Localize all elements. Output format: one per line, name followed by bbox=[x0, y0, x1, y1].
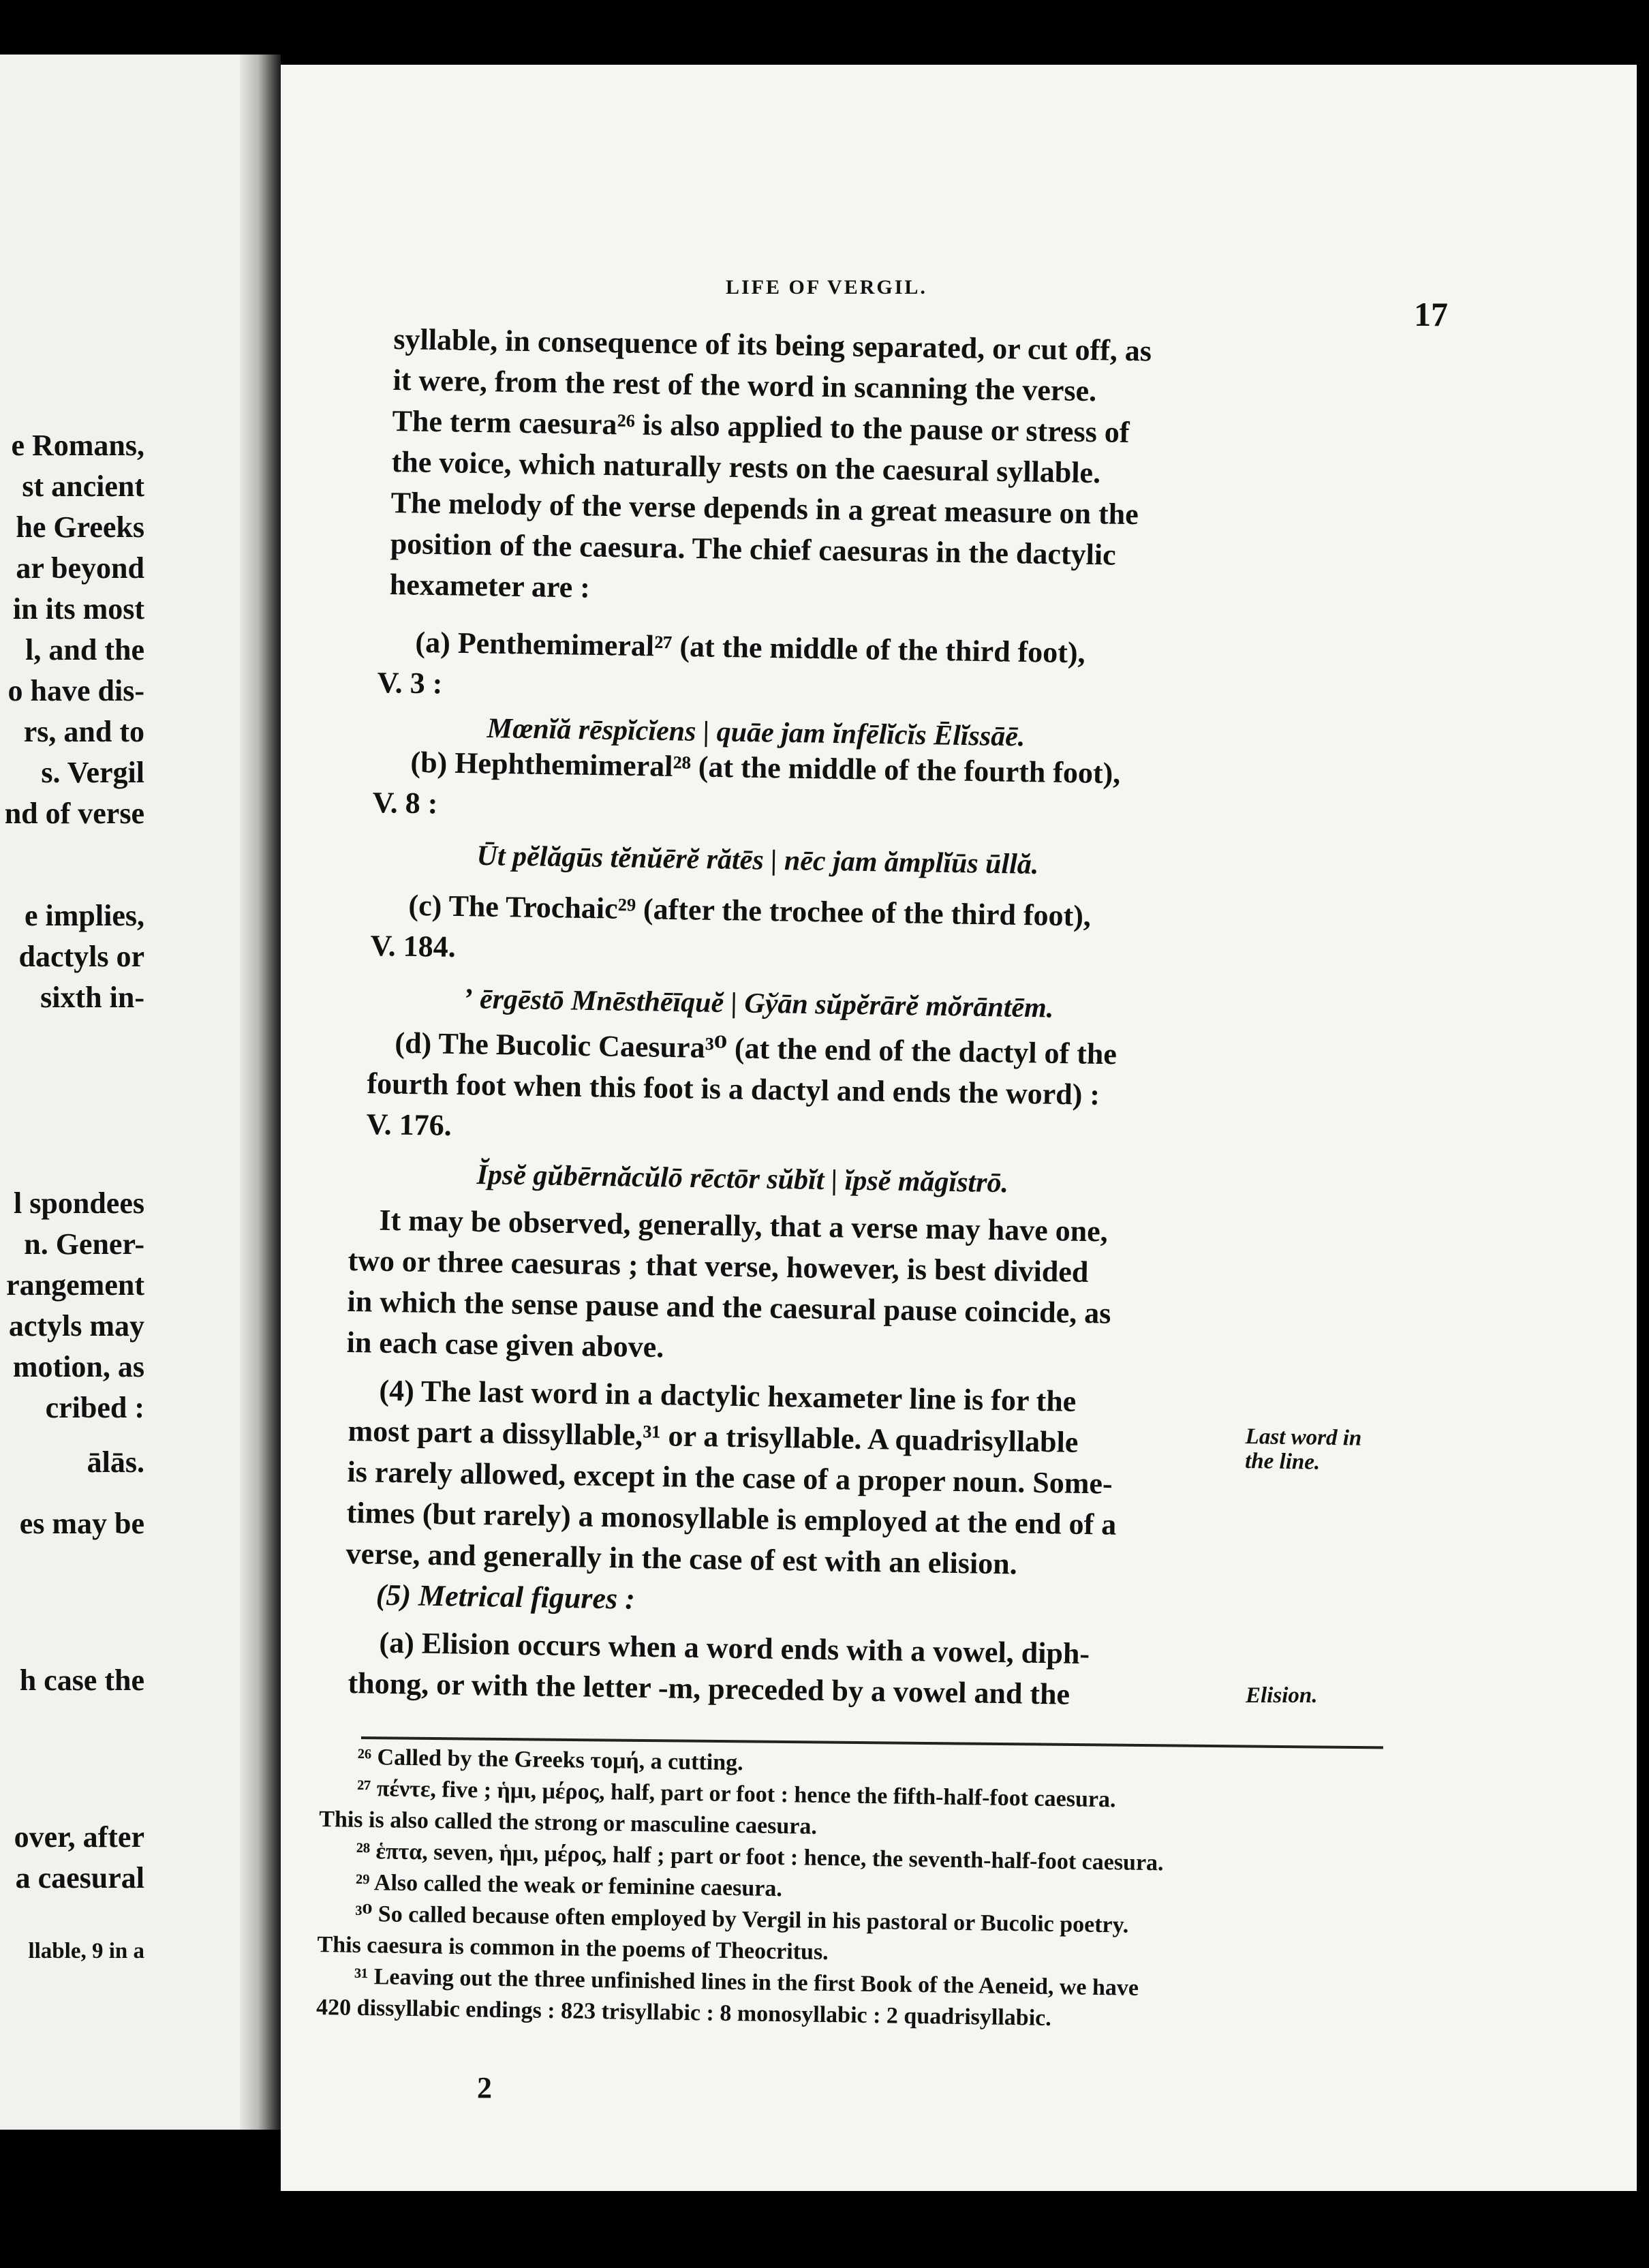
text-line: in which the sense pause and the caesural pause coincide, as bbox=[347, 1284, 1111, 1330]
facing-page-fragment: l, and the bbox=[25, 633, 144, 666]
facing-page bbox=[0, 55, 269, 2130]
facing-page-fragment: dactyls or bbox=[18, 940, 144, 973]
footnote-line: 420 dissyllabic endings : 823 trisyllabic : 8 monosyllabic : 2 quadrisyllabic. bbox=[315, 1994, 1052, 2031]
facing-page-fragment: a caesural bbox=[15, 1861, 144, 1895]
text-line: most part a dissyllable,³¹ or a trisyllable. A quadrisyllable bbox=[348, 1413, 1079, 1459]
text-line: (a) Elision occurs when a word ends with a vowel, diph- bbox=[379, 1625, 1090, 1671]
text-line: hexameter are : bbox=[389, 567, 591, 604]
facing-page-fragment: nd of verse bbox=[4, 797, 144, 830]
item-penthemimeral bbox=[377, 622, 1085, 714]
text-line: (a) Penthemimeral²⁷ (at the middle of the third foot), bbox=[415, 625, 1085, 670]
signature-mark: 2 bbox=[477, 2071, 492, 2104]
facing-page-fragment: llable, 9 in a bbox=[28, 1939, 144, 1963]
text-line: thong, or with the letter -m, preceded by a vowel and the bbox=[348, 1666, 1070, 1711]
facing-page-fragment: ar beyond bbox=[16, 551, 144, 585]
text-line: (5) Metrical figures : bbox=[375, 1578, 636, 1616]
facing-page-fragment: rs, and to bbox=[23, 715, 144, 748]
text-line: V. 176. bbox=[366, 1107, 452, 1142]
text-line: (c) The Trochaic²⁹ (after the trochee of the third foot), bbox=[408, 888, 1092, 933]
footnote-line: ³⁰ So called because often employed by Vergil in his pastoral or Bucolic poetry. bbox=[354, 1901, 1129, 1938]
margin-note-line: the line. bbox=[1244, 1448, 1321, 1475]
facing-page-fragment: sixth in- bbox=[40, 981, 144, 1014]
text-line: The term caesura²⁶ is also applied to the pause or stress of bbox=[392, 403, 1130, 449]
footnote-line: ²⁸ ἑπτα, seven, ἡμι, μέρος, half ; part or foot : hence, the seventh-half-foot caesura. bbox=[356, 1838, 1164, 1876]
margin-note-elision: Elision. bbox=[1246, 1683, 1318, 1708]
facing-page-fragment: s. Vergil bbox=[41, 756, 144, 789]
facing-page-fragment: actyls may bbox=[8, 1309, 144, 1343]
verse-example-b: Ūt pĕlăgūs tĕnŭērĕ rătēs | nēc jam ămplĭūs ūllă. bbox=[476, 840, 1039, 880]
footnote-line: ²⁹ Also called the weak or feminine caesura. bbox=[355, 1869, 783, 1902]
footnote-line: ³¹ Leaving out the three unfinished lines in the first Book of the Aeneid, we have bbox=[354, 1963, 1139, 2001]
text-line: position of the caesura. The chief caesuras in the dactylic bbox=[390, 526, 1116, 572]
footnotes bbox=[316, 1741, 1165, 2036]
text-line: (b) Hephthemimeral²⁸ (at the middle of the fourth foot), bbox=[410, 745, 1121, 791]
paragraph-caesura-observation bbox=[346, 1199, 1113, 1375]
text-line: fourth foot when this foot is a dactyl and ends the word) : bbox=[367, 1066, 1100, 1112]
item-trochaic bbox=[370, 885, 1091, 978]
item-hephthemimeral bbox=[372, 741, 1121, 835]
item-bucolic-caesura bbox=[366, 1022, 1117, 1156]
margin-note-line: Last word in bbox=[1245, 1424, 1362, 1451]
facing-page-fragment: st ancient bbox=[22, 470, 144, 503]
text-line: It may be observed, generally, that a verse may have one, bbox=[379, 1203, 1109, 1248]
facing-page-fragment: l spondees bbox=[14, 1186, 144, 1220]
facing-page-fragment: over, after bbox=[14, 1820, 144, 1854]
text-line: in each case given above. bbox=[346, 1325, 664, 1364]
footnote-line: ²⁶ Called by the Greeks τομή, a cutting. bbox=[357, 1744, 743, 1776]
page-number: 17 bbox=[1414, 295, 1448, 333]
facing-page-fragment: h case the bbox=[19, 1664, 144, 1697]
facing-page-fragment: e implies, bbox=[25, 899, 144, 932]
text-line: syllable, in consequence of its being separated, or cut off, as bbox=[393, 322, 1152, 368]
paragraph-elision bbox=[348, 1622, 1090, 1715]
text-line: V. 8 : bbox=[372, 785, 438, 821]
text-line: times (but rarely) a monosyllable is employed at the end of a bbox=[346, 1495, 1117, 1542]
facing-page-fragment: he Greeks bbox=[16, 510, 144, 544]
verse-example-d: Ĭpsĕ gŭbērnăcŭlō rēctōr sŭbĭt | ĭpsĕ măgĭstrō. bbox=[476, 1159, 1009, 1199]
text-line: verse, and generally in the case of est with an elision. bbox=[345, 1536, 1018, 1581]
margin-note-last-word bbox=[1245, 1424, 1362, 1475]
facing-page-fragment: in its most bbox=[12, 592, 144, 626]
footnote-line: ²⁷ πέντε, five ; ἡμι, μέρος, half, part or foot : hence the fifth-half-foot caesura. bbox=[356, 1775, 1116, 1813]
footnote-line: This is also called the strong or masculine caesura. bbox=[319, 1806, 818, 1839]
facing-page-fragment: cribed : bbox=[45, 1391, 144, 1424]
text-line: two or three caesuras ; that verse, however, is best divided bbox=[348, 1243, 1089, 1289]
book-binding bbox=[240, 55, 281, 2130]
text-line: it were, from the rest of the word in scanning the verse. bbox=[392, 363, 1097, 408]
paragraph-caesura-definition bbox=[389, 319, 1152, 617]
verse-example-c: ʼ ērgēstō Mnēsthēīquĕ | Gўān sŭpĕrārĕ mŏrāntēm. bbox=[463, 983, 1054, 1024]
paragraph-last-word bbox=[345, 1370, 1118, 1627]
text-line: V. 184. bbox=[370, 928, 457, 964]
text-line: V. 3 : bbox=[377, 665, 443, 701]
text-line: (d) The Bucolic Caesura³⁰ (at the end of the dactyl of the bbox=[395, 1026, 1118, 1071]
running-header: LIFE OF VERGIL. bbox=[726, 276, 927, 298]
facing-page-fragment: e Romans, bbox=[11, 429, 144, 462]
text-line: The melody of the verse depends in a great measure on the bbox=[390, 485, 1139, 532]
facing-page-fragment: motion, as bbox=[12, 1350, 144, 1383]
text-line: is rarely allowed, except in the case of a proper noun. Some- bbox=[347, 1454, 1113, 1501]
text-line: (4) The last word in a dactylic hexameter line is for the bbox=[379, 1373, 1077, 1418]
facing-page-fragment: n. Gener- bbox=[24, 1227, 144, 1261]
text-line: the voice, which naturally rests on the caesural syllable. bbox=[391, 444, 1101, 490]
footnote-line: This caesura is common in the poems of Theocritus. bbox=[317, 1931, 829, 1965]
facing-page-fragment: es may be bbox=[19, 1507, 144, 1540]
verse-example-a: Mœnĭă rēspĭcĭens | quāe jam ĭnfēlĭcĭs Ēlĭssāē. bbox=[487, 712, 1026, 753]
facing-page-fragment: o have dis- bbox=[7, 674, 144, 707]
facing-page-fragment: ālās. bbox=[87, 1445, 144, 1479]
facing-page-fragment: rangement bbox=[6, 1268, 144, 1302]
